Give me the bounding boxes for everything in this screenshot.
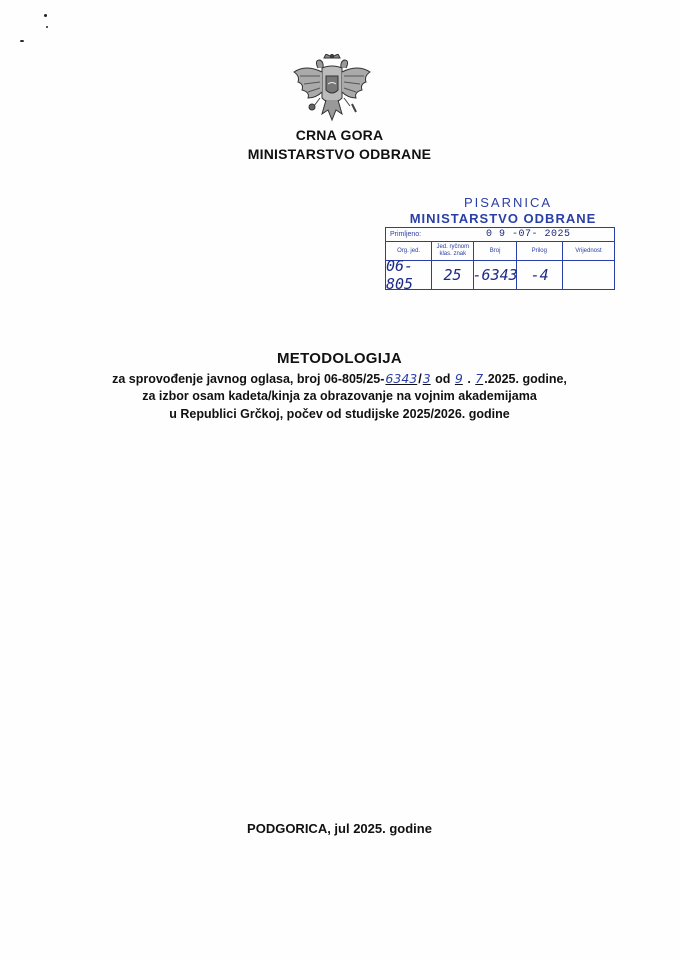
subtitle-line1-suffix: .2025. godine, (484, 372, 567, 386)
stamp-value-attachment: -4 (517, 261, 563, 289)
stamp-header-value: Vrijednost (575, 247, 602, 254)
stamp-received-row (386, 228, 614, 242)
stamp-value-org-unit: 06-805 (386, 261, 432, 289)
subtitle-line1-separator: / (418, 372, 422, 386)
handwritten-number: 6343 (385, 371, 418, 386)
country-name: CRNA GORA (295, 127, 384, 143)
stamp-value-class-mark: 25 (432, 261, 474, 289)
stamp-header-number: Broj (474, 242, 516, 260)
document-subtitle-line-2: za izbor osam kadeta/kinja za obrazovanje na vojnim akademijama (142, 389, 537, 403)
handwritten-day: 9 (454, 371, 463, 386)
stamp-grid (385, 227, 615, 293)
stamp-received-date: 0 9 -07- 2025 (486, 229, 571, 240)
handwritten-month: 7 (475, 371, 484, 386)
stamp-value-number: -6343 (474, 261, 517, 289)
stamp-title-ministry: MINISTARSTVO ODBRANE (409, 211, 597, 226)
place-and-date: PODGORICA, jul 2025. godine (247, 821, 432, 836)
stamp-values-row (386, 257, 614, 293)
stamp-header-attachment: Prilog (517, 242, 563, 260)
stamp-title-registry: PISARNICA (463, 195, 553, 210)
stamp-received-label: Primljeno: (390, 231, 422, 238)
stamp-header-class-mark: Jed. rуčnоm klas. znak (432, 242, 474, 260)
ministry-name: MINISTARSTVO ODBRANE (247, 146, 432, 162)
stamp-header-org-unit: Org. jed. (386, 242, 432, 260)
montenegro-coat-of-arms-icon (290, 54, 374, 130)
document-subtitle-line-3: u Republici Grčkoj, počev od studijske 2025/2026. godine (169, 407, 510, 421)
subtitle-line1-od: od (431, 372, 454, 386)
subtitle-line1-dot: . (463, 372, 475, 386)
handwritten-sub-number: 3 (422, 371, 431, 386)
subtitle-line1-prefix: za sprovođenje javnog oglasa, broj 06-805/25- (112, 372, 385, 386)
document-subtitle-line-1 (0, 371, 679, 386)
document-title: METODOLOGIJA (277, 350, 402, 367)
registry-stamp (385, 195, 617, 293)
stamp-value-value (563, 261, 614, 289)
